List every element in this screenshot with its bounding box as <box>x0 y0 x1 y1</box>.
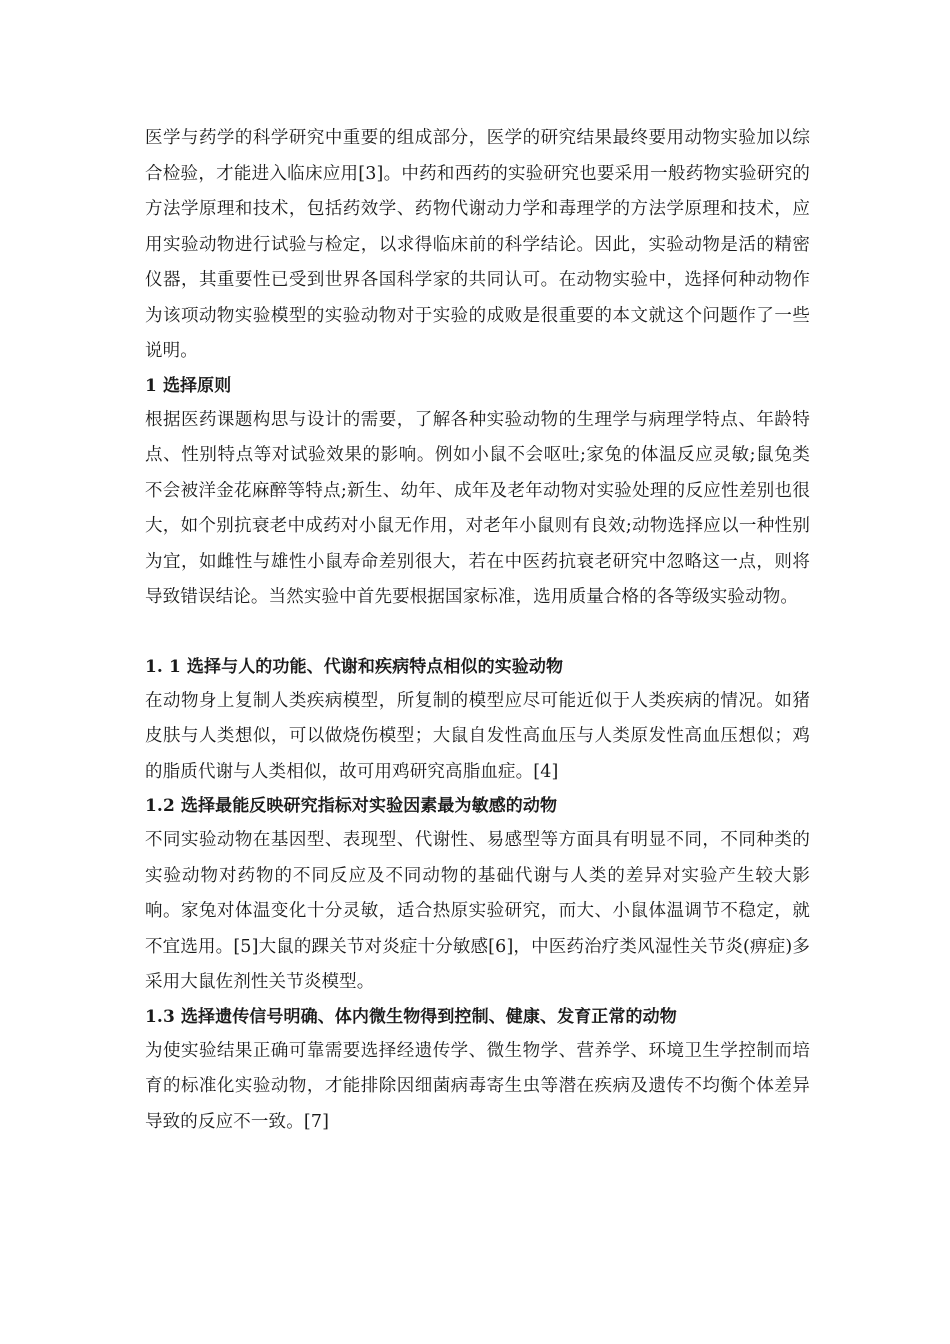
section-heading-1-3: 1.3 选择遗传信号明确、体内微生物得到控制、健康、发育正常的动物 <box>145 1006 677 1027</box>
section-1-2-paragraph: 不同实验动物在基因型、表现型、代谢性、易感型等方面具有明显不同，不同种类的实验动物对药物的不同反应及不同动物的基础代谢与人类的差异对实验产生较大影响。家兔对体温变化十分灵敏，适合热原实验研究，而大、小鼠体温调节不稳定，就不宜选用。[5]大鼠的踝关节对炎症十分敏感[6]，中医药治疗类风湿性关节炎(痹症)多采用大鼠佐剂性关节炎模型。 <box>145 830 810 992</box>
section-heading-1-2: 1.2 选择最能反映研究指标对实验因素最为敏感的动物 <box>145 796 558 816</box>
paragraph-spacer <box>145 616 810 651</box>
section-heading-1: 1 选择原则 <box>145 375 232 396</box>
intro-paragraph: 医学与药学的科学研究中重要的组成部分，医学的研究结果最终要用动物实验加以综合检验，才能进入临床应用[3]。中药和西药的实验研究也要采用一般药物实验研究的方法学原理和技术，包括药效学、药物代谢动力学和毒理学的方法学原理和技术，应用实验动物进行试验与检定，以求得临床前的科学结论。因此，实验动物是活的精密仪器，其重要性已受到世界各国科学家的共同认可。在动物实验中，选择何种动物作为该项动物实验模型的实验动物对于实验的成败是很重要的本文就这个问题作了一些说明。 <box>145 128 810 361</box>
section-heading-1-1: 1. 1 选择与人的功能、代谢和疾病特点相似的实验动物 <box>145 656 564 677</box>
section-1-paragraph: 根据医药课题构思与设计的需要，了解各种实验动物的生理学与病理学特点、年龄特点、性别特点等对试验效果的影响。例如小鼠不会呕吐;家兔的体温反应灵敏;鼠兔类不会被洋金花麻醉等特点;新生、幼年、成年及老年动物对实验处理的反应性差别也很大，如个别抗衰老中成药对小鼠无作用，对老年小鼠则有良效;动物选择应以一种性别为宜，如雌性与雄性小鼠寿命差别很大，若在中医药抗衰老研究中忽略这一点，则将导致错误结论。当然实验中首先要根据国家标准，选用质量合格的各等级实验动物。 <box>145 409 810 607</box>
document-page <box>145 121 810 1140</box>
section-1-1-paragraph: 在动物身上复制人类疾病模型，所复制的模型应尽可能近似于人类疾病的情况。如猪皮肤与人类想似，可以做烧伤模型；大鼠自发性高血压与人类原发性高血压想似；鸡的脂质代谢与人类相似，故可用鸡研究高脂血症。[4] <box>145 690 810 782</box>
section-1-3-paragraph: 为使实验结果正确可靠需要选择经遗传学、微生物学、营养学、环境卫生学控制而培育的标准化实验动物，才能排除因细菌病毒寄生虫等潜在疾病及遗传不均衡个体差异导致的反应不一致。[7] <box>145 1040 810 1132</box>
